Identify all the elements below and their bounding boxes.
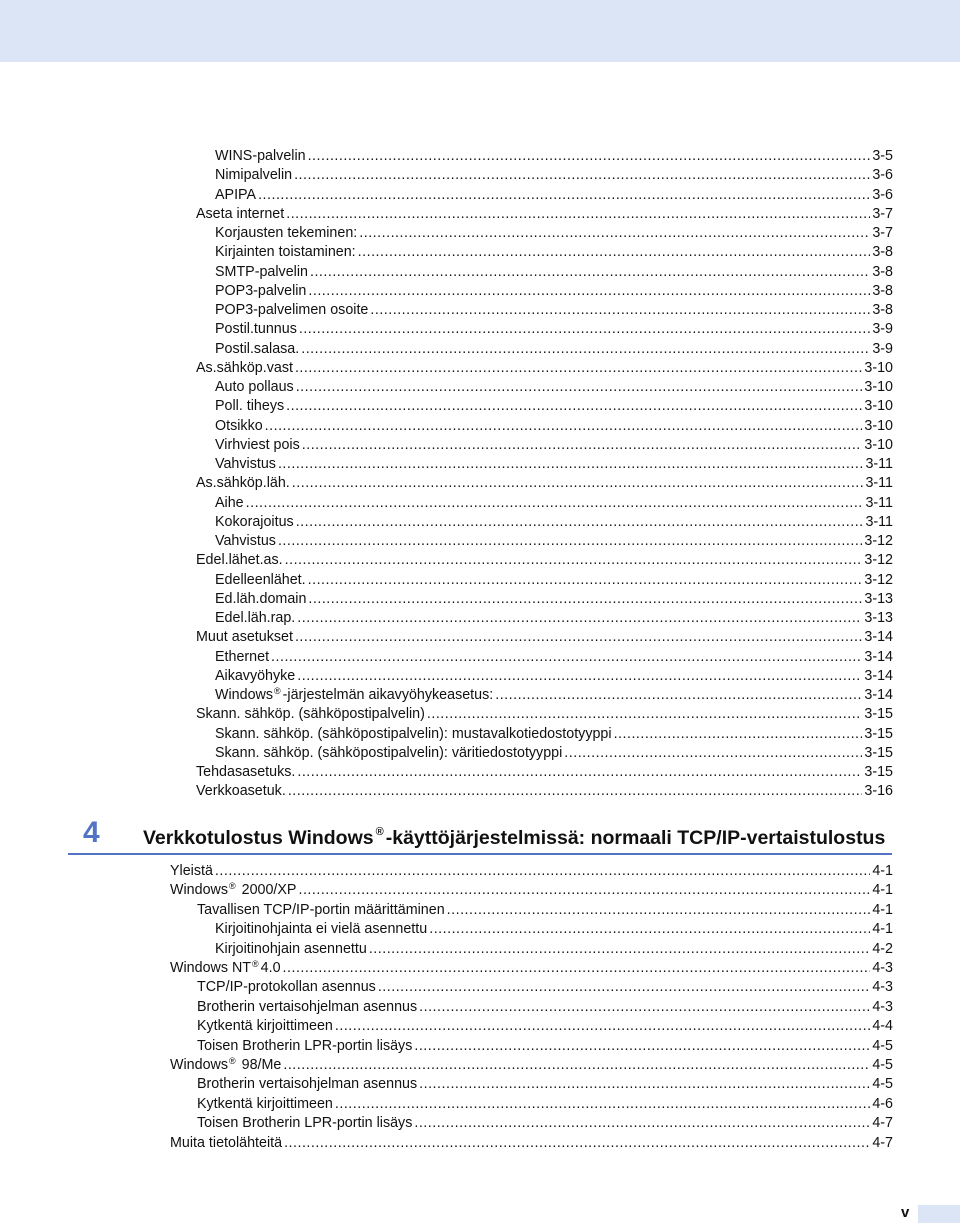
toc-entry-page: 3-12 — [864, 533, 893, 549]
dot-leader — [414, 1114, 870, 1133]
registered-mark: ® — [375, 826, 384, 838]
dot-leader — [284, 1134, 870, 1153]
toc-entry[interactable] — [215, 513, 893, 532]
footer-tab — [918, 1205, 960, 1223]
toc-entry-title-text: Aseta internet — [196, 205, 285, 222]
toc-entry-title-text: Yleistä — [170, 863, 213, 879]
toc-entry-title — [196, 474, 290, 493]
toc-entry-title — [215, 532, 276, 551]
toc-entry-page: 4-1 — [872, 882, 893, 899]
toc-entry-title-text: Windows — [170, 882, 228, 899]
toc-entry-page: 4-3 — [872, 998, 893, 1015]
dot-leader — [278, 532, 862, 551]
toc-entry-page: 3-7 — [872, 225, 893, 241]
toc-entry-page: 3-8 — [872, 244, 893, 261]
toc-entry-title — [170, 862, 213, 881]
toc-entry-title-text: Edelleenlähet. — [215, 571, 306, 588]
toc-entry-page: 3-8 — [872, 282, 893, 299]
toc-entry-title — [215, 744, 562, 763]
toc-entry-title — [215, 166, 292, 185]
toc-entry-title-text: Nimipalvelin — [215, 167, 293, 184]
toc-entry[interactable] — [215, 378, 893, 397]
toc-entry-title-text: POP3-palvelin — [215, 282, 307, 299]
toc-entry-title-text: Aikavyöhyke — [215, 667, 296, 684]
toc-entry[interactable] — [197, 1017, 893, 1036]
toc-entry-title-text: Toisen Brotherin LPR-portin lisäys — [197, 1037, 413, 1054]
dot-leader — [299, 320, 870, 339]
toc-entry-title-text: As.sähköp.läh. — [196, 475, 290, 492]
dot-leader — [288, 782, 863, 801]
toc-entry-page: 4-2 — [872, 940, 893, 957]
toc-entry-page: 3-11 — [865, 494, 893, 511]
registered-mark: ® — [229, 1056, 236, 1066]
toc-entry-page: 3-14 — [864, 629, 893, 646]
toc-entry-title-text: Muut asetukset — [196, 629, 293, 646]
toc-entry-title — [170, 1056, 281, 1075]
toc-entry-title-suffix: 2000/XP — [237, 882, 297, 899]
toc-entry[interactable] — [215, 186, 893, 205]
toc-entry-title — [170, 1134, 282, 1153]
dot-leader — [308, 571, 863, 590]
toc-entry[interactable] — [196, 205, 893, 224]
toc-entry-page: 4-3 — [872, 960, 893, 976]
toc-entry-title-text: Tavallisen TCP/IP-portin määrittäminen — [197, 901, 445, 918]
toc-entry-title-text: Muita tietolähteitä — [170, 1134, 283, 1151]
dot-leader — [447, 901, 871, 920]
toc-entry-title-text: Postil.tunnus — [215, 321, 297, 338]
dot-leader — [419, 998, 870, 1017]
registered-mark: ® — [274, 686, 281, 696]
toc-entry-title — [215, 263, 308, 282]
dot-leader — [296, 513, 864, 532]
dot-leader — [419, 1075, 870, 1094]
dot-leader — [285, 551, 863, 570]
toc-entry[interactable] — [215, 243, 893, 262]
toc-entry[interactable] — [215, 686, 893, 705]
toc-entry-title — [197, 998, 417, 1017]
toc-entry[interactable] — [170, 862, 893, 881]
toc-entry[interactable] — [215, 590, 893, 609]
toc-entry-title — [170, 881, 296, 900]
toc-entry-title-text: Kokorajoitus — [215, 513, 294, 530]
dot-leader — [301, 340, 870, 359]
toc-entry[interactable] — [215, 397, 893, 416]
toc-entry-page: 4-5 — [872, 1057, 893, 1073]
toc-entry-title-text: Skann. sähköp. (sähköpostipalvelin): mustavalkotiedostotyyppi — [215, 725, 612, 742]
toc-entry-title — [197, 1114, 412, 1133]
dot-leader — [295, 359, 862, 378]
toc-entry[interactable] — [215, 667, 893, 686]
dot-leader — [302, 436, 863, 455]
dot-leader — [358, 243, 871, 262]
dot-leader — [292, 474, 864, 493]
toc-entry-page: 3-10 — [864, 417, 893, 434]
toc-entry[interactable] — [215, 340, 893, 359]
dot-leader — [310, 263, 870, 282]
toc-entry[interactable] — [170, 1134, 893, 1153]
toc-entry-title — [215, 648, 269, 667]
chapter-number: 4 — [83, 816, 100, 849]
toc-entry[interactable] — [170, 959, 893, 978]
toc-entry-page: 4-1 — [872, 863, 893, 879]
toc-entry-title — [215, 686, 493, 705]
dot-leader — [246, 494, 864, 513]
toc-entry-page: 3-15 — [864, 725, 893, 742]
toc-entry-page: 3-7 — [872, 205, 893, 222]
toc-entry-title-text: POP3-palvelimen osoite — [215, 302, 369, 318]
toc-entry-title — [215, 147, 306, 166]
toc-entry-title — [196, 763, 295, 782]
toc-entry-title — [215, 455, 276, 474]
dot-leader — [335, 1095, 870, 1114]
toc-entry-title-text: Postil.salasa. — [215, 340, 300, 357]
toc-entry[interactable] — [215, 301, 893, 320]
toc-entry[interactable] — [196, 474, 893, 493]
toc-entry-title — [215, 186, 256, 205]
toc-entry-title — [215, 301, 368, 320]
toc-entry-title-text: Kirjainten toistaminen: — [215, 244, 356, 261]
toc-entry[interactable] — [197, 1095, 893, 1114]
toc-entry[interactable] — [215, 609, 893, 628]
toc-entry[interactable] — [215, 282, 893, 301]
toc-entry-title — [196, 705, 425, 724]
toc-entry[interactable] — [215, 744, 893, 763]
toc-entry[interactable] — [215, 571, 893, 590]
toc-entry-page: 4-4 — [872, 1018, 893, 1035]
dot-leader — [298, 881, 870, 900]
toc-entry[interactable] — [196, 705, 893, 724]
toc-entry-title-text: Skann. sähköp. (sähköpostipalvelin): väritiedostotyyppi — [215, 744, 563, 761]
toc-entry-page: 4-7 — [872, 1115, 893, 1132]
dot-leader — [495, 686, 862, 705]
toc-entry-title-text: Otsikko — [215, 417, 263, 434]
dot-leader — [370, 301, 870, 320]
toc-entry-title-text: Edel.lähet.as. — [196, 552, 283, 569]
toc-entry-page: 3-9 — [872, 340, 893, 357]
toc-entry-title-text: SMTP-palvelin — [215, 263, 308, 280]
toc-entry-title-text: Vahvistus — [215, 533, 276, 549]
chapter-title-text-rest: -käyttöjärjestelmissä: normaali TCP/IP-vertaistulostus — [385, 827, 886, 849]
toc-entry[interactable] — [197, 998, 893, 1017]
toc-entry-title — [197, 901, 445, 920]
toc-entry-page: 3-9 — [872, 321, 893, 338]
toc-entry-page: 3-6 — [872, 167, 893, 184]
dot-leader — [308, 590, 862, 609]
dot-leader — [286, 205, 870, 224]
toc-entry-page: 3-15 — [864, 744, 893, 761]
toc-entry[interactable] — [170, 1056, 893, 1075]
dot-leader — [283, 1056, 870, 1075]
toc-entry[interactable] — [215, 166, 893, 185]
toc-entry-title-text: APIPA — [215, 186, 257, 203]
toc-entry-page: 3-11 — [865, 456, 893, 472]
toc-entry[interactable] — [215, 320, 893, 339]
toc-entry[interactable] — [197, 1075, 893, 1094]
toc-entry[interactable] — [215, 147, 893, 166]
dot-leader — [414, 1037, 870, 1056]
toc-entry-page: 3-11 — [865, 513, 893, 530]
toc-entry[interactable] — [197, 978, 893, 997]
dot-leader — [297, 763, 862, 782]
chapter-title-text: Verkkotulostus Windows — [143, 827, 374, 849]
toc-entry-title — [215, 243, 356, 262]
toc-entry[interactable] — [196, 551, 893, 570]
toc-entry[interactable] — [215, 263, 893, 282]
dot-leader — [614, 725, 863, 744]
toc-entry-title-text: Aihe — [215, 494, 244, 511]
toc-entry-title — [197, 978, 376, 997]
toc-entry-page: 3-10 — [864, 398, 893, 415]
toc-entry-page: 4-1 — [872, 901, 893, 918]
toc-entry-title-text: Windows — [170, 1057, 228, 1073]
toc-entry-title — [215, 397, 284, 416]
toc-entry-title — [197, 1075, 417, 1094]
dot-leader — [359, 224, 870, 243]
toc-entry-page: 3-8 — [872, 302, 893, 318]
toc-entry-page: 3-11 — [865, 475, 893, 492]
dot-leader — [265, 417, 863, 436]
toc-entry-title — [215, 590, 306, 609]
dot-leader — [369, 940, 871, 959]
toc-entry[interactable] — [215, 436, 893, 455]
toc-entry-title — [196, 359, 293, 378]
toc-entry[interactable] — [215, 417, 893, 436]
dot-leader — [427, 705, 862, 724]
toc-entry-title-text: Brotherin vertaisohjelman asennus — [197, 998, 418, 1015]
toc-entry-title-text: Skann. sähköp. (sähköpostipalvelin) — [196, 706, 425, 723]
toc-entry-page: 3-10 — [864, 436, 893, 453]
toc-entry-title — [215, 320, 297, 339]
dot-leader — [308, 147, 871, 166]
toc-entry-title-text: Virhviest pois — [215, 436, 300, 453]
toc-entry-title-text: Brotherin vertaisohjelman asennus — [197, 1076, 418, 1093]
dot-leader — [297, 667, 862, 686]
toc-entry[interactable] — [215, 494, 893, 513]
dot-leader — [308, 282, 870, 301]
dot-leader — [335, 1017, 870, 1036]
toc-entry[interactable] — [196, 628, 893, 647]
toc-entry-page: 3-10 — [864, 379, 893, 395]
toc-entry-title — [215, 340, 299, 359]
toc-entry-title — [215, 417, 263, 436]
toc-entry[interactable] — [215, 455, 893, 474]
toc-entry-title — [197, 1037, 412, 1056]
toc-entry-page: 3-6 — [872, 186, 893, 203]
toc-entry[interactable] — [215, 725, 893, 744]
toc-entry-page: 3-12 — [864, 571, 893, 588]
dot-leader — [215, 862, 870, 881]
dot-leader — [296, 378, 863, 397]
page-number: v — [901, 1204, 910, 1221]
toc-entry-title-text: Toisen Brotherin LPR-portin lisäys — [197, 1115, 413, 1132]
toc-entry-title — [215, 571, 306, 590]
toc-entry-title — [215, 513, 294, 532]
toc-entry-title-text: Edel.läh.rap. — [215, 610, 296, 626]
toc-entry[interactable] — [215, 920, 893, 939]
toc-entry-title-text: Kirjoitinohjain asennettu — [215, 940, 367, 957]
toc-entry-title — [215, 282, 306, 301]
toc-entry-page: 3-8 — [872, 263, 893, 280]
toc-entry-title — [170, 959, 281, 978]
toc-entry-title-text: Verkkoasetuk. — [196, 783, 286, 800]
toc-entry-title-text: As.sähköp.vast — [196, 359, 293, 376]
dot-leader — [294, 166, 870, 185]
toc-entry-title-text: Auto pollaus — [215, 379, 294, 395]
toc-entry-title — [215, 436, 300, 455]
toc-entry-page: 3-10 — [864, 359, 893, 376]
toc-entry-title — [215, 609, 295, 628]
toc-entry-title-text: Windows NT — [170, 960, 252, 976]
dot-leader — [283, 959, 871, 978]
dot-leader — [295, 628, 862, 647]
toc-entry-title-text: TCP/IP-protokollan asennus — [197, 979, 376, 996]
header-band — [0, 0, 960, 62]
toc-entry-title — [196, 551, 283, 570]
toc-entry-title — [215, 494, 244, 513]
toc-entry-page: 3-16 — [864, 783, 893, 800]
toc-entry-page: 3-15 — [864, 764, 893, 780]
toc-entry-title-text: Poll. tiheys — [215, 398, 285, 415]
toc-entry-page: 3-13 — [864, 610, 893, 626]
toc-entry-page: 3-14 — [864, 648, 893, 665]
dot-leader — [278, 455, 864, 474]
toc-entry-page: 4-7 — [872, 1134, 893, 1151]
toc-entry-title-text: Vahvistus — [215, 456, 276, 472]
toc-entry-title — [197, 1095, 333, 1114]
dot-leader — [378, 978, 871, 997]
toc-entry-page: 3-14 — [864, 687, 893, 703]
toc-entry[interactable] — [197, 1114, 893, 1133]
toc-entry-page: 3-5 — [872, 148, 893, 164]
toc-entry-title — [196, 205, 284, 224]
dot-leader — [297, 609, 862, 628]
toc-entry-title — [215, 667, 295, 686]
toc-entry[interactable] — [196, 763, 893, 782]
toc-entry[interactable] — [215, 648, 893, 667]
toc-entry-title — [215, 378, 294, 397]
toc-entry-page: 4-6 — [872, 1095, 893, 1112]
toc-entry[interactable] — [196, 782, 893, 801]
toc-entry-title — [215, 224, 357, 243]
toc-entry-title-text: Windows — [215, 687, 273, 703]
toc-entry-page: 3-14 — [864, 667, 893, 684]
toc-entry-page: 4-1 — [872, 921, 893, 938]
dot-leader — [564, 744, 862, 763]
chapter-rule — [68, 853, 892, 855]
toc-entry-page: 4-3 — [872, 979, 893, 996]
toc-entry-title-suffix: 98/Me — [237, 1057, 282, 1073]
toc-entry-title — [215, 920, 427, 939]
toc-entry-page: 4-5 — [872, 1076, 893, 1093]
toc-entry[interactable] — [215, 940, 893, 959]
toc-entry-title-text: Kytkentä kirjoittimeen — [197, 1095, 333, 1112]
toc-entry-title-text: Ed.läh.domain — [215, 590, 307, 607]
toc-entry-title-text: WINS-palvelin — [215, 148, 306, 164]
dot-leader — [429, 920, 870, 939]
toc-entry-title — [196, 628, 293, 647]
toc-entry-page: 4-5 — [872, 1037, 893, 1054]
toc-entry[interactable] — [196, 359, 893, 378]
chapter-title — [143, 825, 885, 851]
registered-mark: ® — [252, 959, 259, 969]
toc-entry[interactable] — [197, 901, 893, 920]
toc-entry-title-text: Kytkentä kirjoittimeen — [197, 1018, 333, 1035]
toc-entry-title — [215, 940, 367, 959]
toc-entry-title-text: Korjausten tekeminen: — [215, 225, 358, 241]
toc-entry[interactable] — [197, 1037, 893, 1056]
dot-leader — [286, 397, 862, 416]
toc-entry-title-text: Ethernet — [215, 648, 270, 665]
toc-entry-page: 3-13 — [864, 590, 893, 607]
toc-entry[interactable] — [215, 224, 893, 243]
toc-entry-page: 3-15 — [864, 706, 893, 723]
toc-entry[interactable] — [170, 881, 893, 900]
toc-entry-title-text: Tehdasasetuks. — [196, 764, 296, 780]
toc-entry-title — [197, 1017, 333, 1036]
dot-leader — [258, 186, 870, 205]
dot-leader — [271, 648, 862, 667]
toc-entry-title-suffix: 4.0 — [260, 960, 281, 976]
toc-entry-title — [196, 782, 286, 801]
toc-entry[interactable] — [215, 532, 893, 551]
registered-mark: ® — [229, 881, 236, 892]
toc-entry-title-suffix: -järjestelmän aikavyöhykeasetus: — [282, 687, 494, 703]
toc-entry-title — [215, 725, 612, 744]
toc-entry-page: 3-12 — [864, 552, 893, 569]
toc-entry-title-text: Kirjoitinohjainta ei vielä asennettu — [215, 921, 428, 938]
